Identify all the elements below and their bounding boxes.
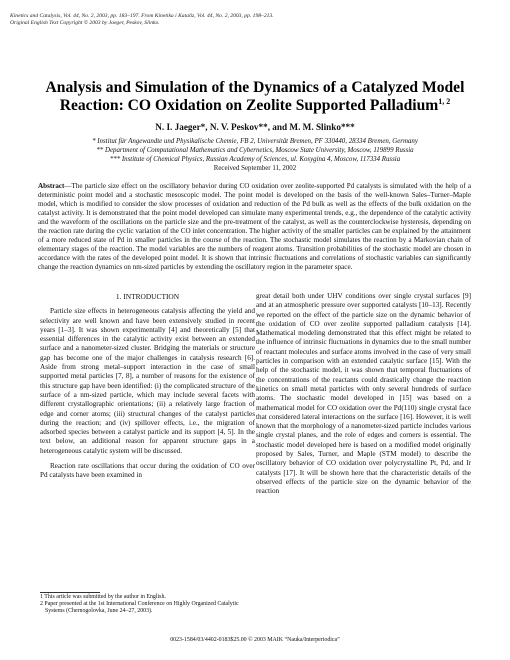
received-date: Received September 11, 2002 [213,165,297,172]
intro-paragraph-2: Reaction rate oscillations that occur during the oxidation of CO over Pd catalysts have been examined in [40,462,255,480]
affiliation-3: *** Institute of Chemical Physics, Russian Academy of Sciences, ul. Kosygina 4, Moscow, 117334 Russia [109,156,401,163]
left-column [40,292,255,481]
copyright-line: Original English Text Copyright © 2003 by Jaeger, Peskov, Slinko. [10,19,160,26]
intro-paragraph-1: Particle size effects in heterogeneous catalysis affecting the yield and selectivity are well known and have been extensively studied in recent years [1–3]. It was shown experimentally [4] and theoretically [5] that essential differences in the catalytic activity exist between an extended surface and a nanometer-sized cluster. Bridging the materials or structure gap has become one of the major challenges in catalysis research [6]. Aside from strong metal–support interaction in the case of small supported metal particles [7, 8], a number of reasons for the existence of this structure gap have been identified: (i) the complicated structure of the surface of a nm-sized particle, which may include several facets with different crystallographic orientations; (ii) a relatively large fraction of edge and corner atoms; (iii) structural changes of the catalyst particles during the reaction; and (iv) spillover effects, i.e., the migration of adsorbed species between a catalyst particle and its support [4, 5]. In the text below, an additional reason for apparent structure gaps in a heterogeneous catalytic system will be discussed. [40,307,255,455]
paper-title [30,79,480,115]
title-line-2-text: Reaction: CO Oxidation on Zeolite Supported Palladium [59,97,439,114]
title-line-2 [30,97,480,115]
footnotes [40,594,255,615]
abstract-label: Abstract [38,182,65,190]
page-footer: 0023-1584/03/4402-0183$25.00 © 2003 MAIK “Nauka/Interperiodica” [170,637,340,643]
section-heading: 1. INTRODUCTION [115,292,180,301]
footnote-1: 1 This article was submitted by the author in English. [40,594,166,600]
abstract [38,182,471,272]
journal-header [10,13,430,26]
intro-paragraph-2-continued: great detail both under UHV conditions over single crystal surfaces [9] and at an atmospheric pressure over supported catalysts [10–13]. Recently we reported on the effect of the particle size on the dynamic behavior of the oxidation of CO over zeolite supported palladium catalysts [14]. Mathematical modeling demonstrated that this effect might be related to the influence of intrinsic fluctuations in dynamics due to the small number of reactant molecules and surface atoms involved in the case of very small particles in comparison with an extended catalytic surface [15]. With the help of the stochastic model, it was shown that temporal fluctuations of the concentrations of the reactants could drastically change the reaction kinetics on small metal particles with only several hundreds of surface atoms. The stochastic model developed in [15] was based on a mathematical model for CO oxidation over the Pd(110) single crystal face that considered lateral interactions on the surface [16]. However, it is well known that the morphology of a nanometer-sized particle includes various single crystal planes, and the role of edges and corners is essential. The stochastic model developed here is based on a modified model originally proposed by Sales, Turner, and Maple (STM model) to describe the oscillatory behavior of CO oxidation over polycrystalline Pt, Pd, and Ir catalysts [17]. It will be shown here that the characteristic details of the observed effects of the particle size on the dynamic behavior of the reaction [256,292,471,496]
affiliation-1: * Institut für Angewandte und Physikalische Chemie, FB 2, Universität Bremen, PF 330440, 28334 Bremen, Germany [92,138,418,145]
journal-citation: Kinetics and Catalysis, Vol. 44, No. 2, 2003, pp. 183–197. From Kinetika i Kataliz, Vol. 44, No. 2, 2003, pp. 198–213. [10,13,274,19]
affiliations [30,137,480,173]
title-line-1: Analysis and Simulation of the Dynamics of a Catalyzed Model [45,79,465,96]
abstract-text: —The particle size effect on the oscillatory behavior during CO oxidation over zeolite-supported Pd catalysts is simulated with the help of a deterministic point model and a stochastic mesoscopic model. The point model is developed on the basis of the well-known Sales–Turner–Maple model, which is modified to consider the slow processes of oxidation and reduction of the Pd bulk as well as the effects of the bulk oxidation on the catalyst activity. It is demonstrated that the point model developed can simulate many experimental trends, e.g., the dependence of the catalytic activity and the waveform of the oscillations on the particle size and the pre-treatment of the catalyst, as well as the counterclockwise hysteresis, depending on the reaction rate during the cyclic variation of the CO inlet concentration. The higher activity of the smaller particles can be explained by the attainment of a more reduced state of Pd in smaller particles in the course of the reaction. The stochastic model simulates the reaction by a Markovian chain of elementary stages of the reaction. The model variables are the numbers of reagent atoms. Transition probabilities of the stochastic model are chosen in accordance with the rates of the developed point model. It is shown that intrinsic fluctuations and correlations of stochastic variables can significantly change the reaction dynamics on nm-sized particles by extending the oscillatory region in the parameter space. [38,182,471,272]
title-footnote-marks: 1, 2 [438,96,451,106]
affiliation-2: ** Department of Computational Mathematics and Cybernetics, Moscow State University, Moscow, 119899 Russia [96,147,414,154]
footnote-2: 2 Paper presented at the 1st International Conference on Highly Organized Catalytic Systems (Chernogolovka, June 24–27, 2003). [40,601,239,614]
author-list: N. I. Jaeger*, N. V. Peskov**, and M. M. Slinko*** [155,122,355,132]
right-column [256,292,471,497]
footnote-divider [40,592,100,593]
